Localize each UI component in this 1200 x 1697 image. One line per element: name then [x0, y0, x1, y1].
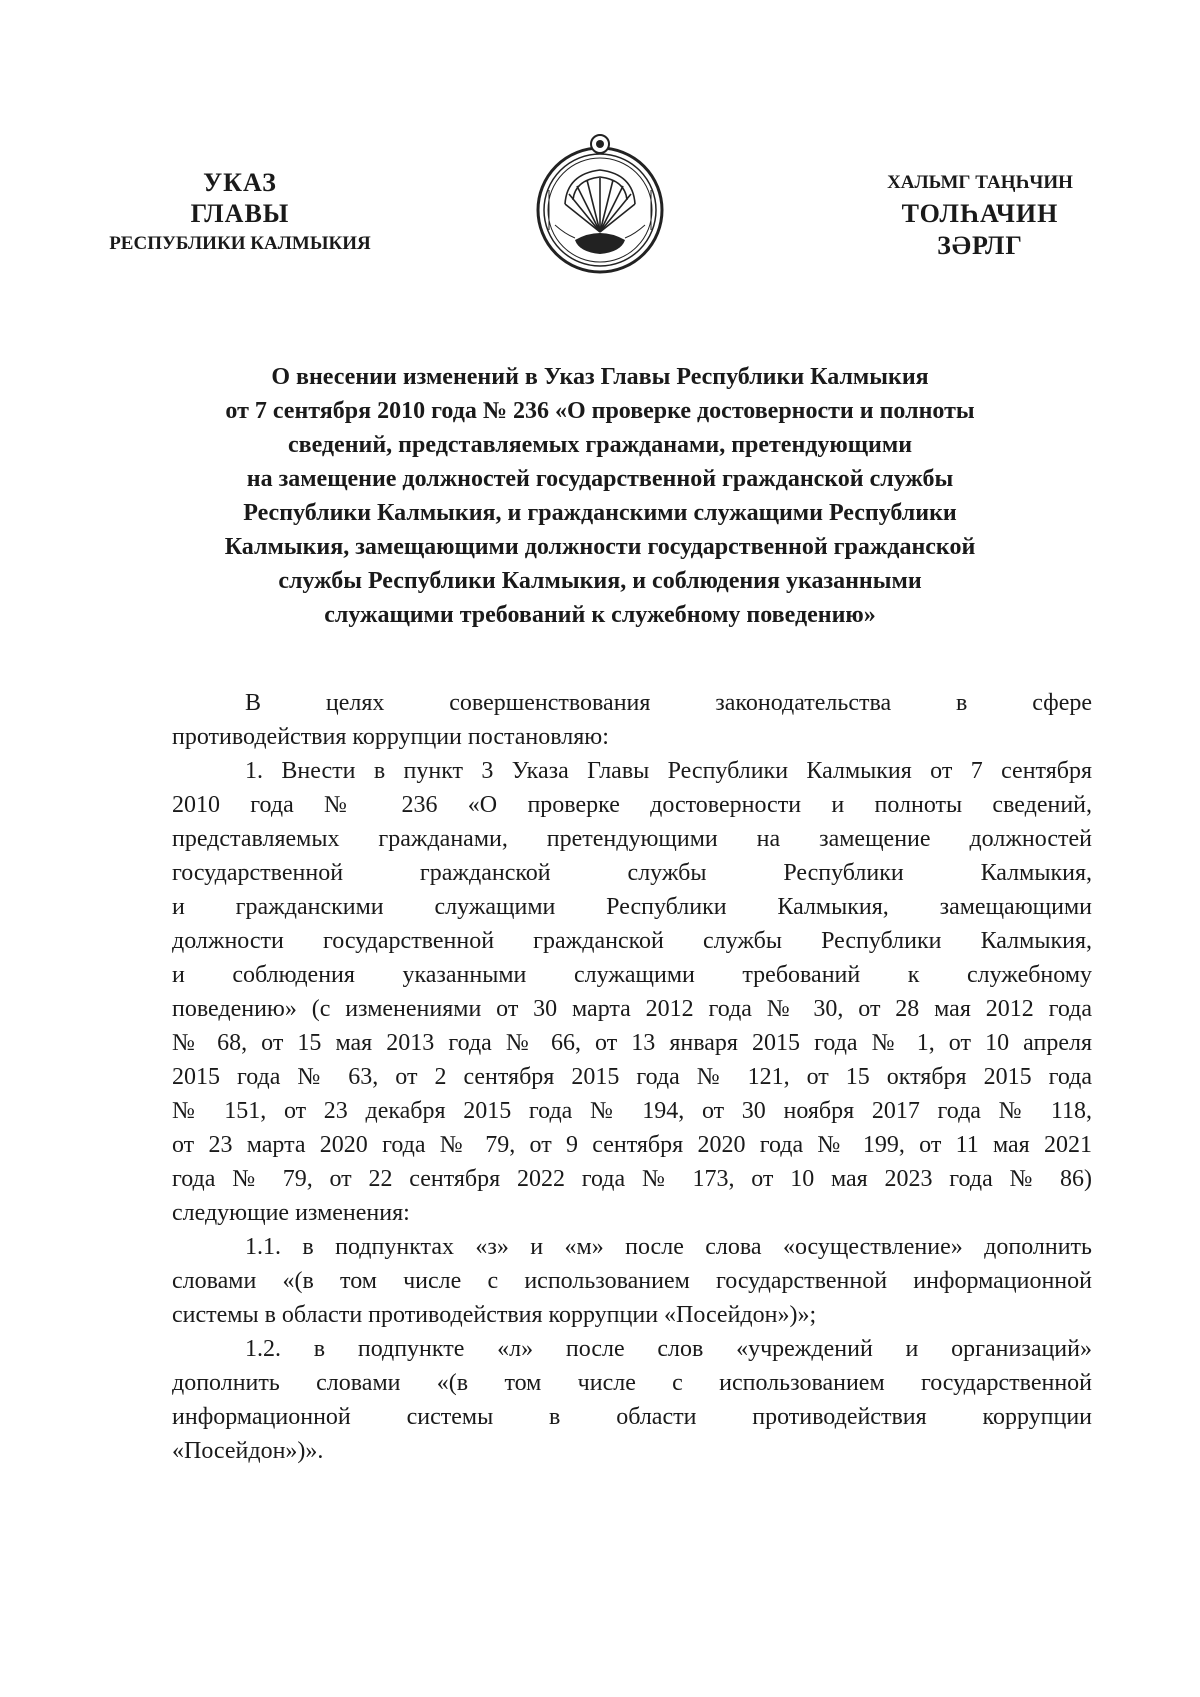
- title-line: службы Республики Калмыкия, и соблюдения указанными: [278, 568, 922, 594]
- decree-label-kalmyk: ЗӘРЛГ: [937, 231, 1023, 260]
- body-line: должности государственной гражданской службы Республики Калмыкия,: [172, 928, 1092, 954]
- body-line: 1. Внести в пункт 3 Указа Главы Республики Калмыкия от 7 сентября: [245, 758, 1092, 784]
- body-line: 2010 года № 236 «О проверке достоверности и полноты сведений,: [172, 792, 1092, 818]
- body-line: дополнить словами «(в том числе с использованием государственной: [172, 1370, 1092, 1396]
- body-line: словами «(в том числе с использованием государственной информационной: [172, 1268, 1092, 1294]
- republic-label: РЕСПУБЛИКИ КАЛМЫКИЯ: [109, 233, 371, 254]
- body-line: «Посейдон»)».: [172, 1438, 324, 1464]
- body-line: информационной системы в области противодействия коррупции: [172, 1404, 1092, 1430]
- head-label: ГЛАВЫ: [190, 199, 290, 228]
- title-line: от 7 сентября 2010 года № 236 «О проверке достоверности и полноты: [225, 398, 975, 424]
- title-line: сведений, представляемых гражданами, претендующими: [287, 432, 913, 458]
- header-left: [80, 168, 400, 258]
- body-line: 2015 года № 63, от 2 сентября 2015 года № 121, от 15 октября 2015 года: [172, 1064, 1092, 1090]
- decree-label: УКАЗ: [203, 168, 277, 197]
- body-line: противодействия коррупции постановляю:: [172, 724, 609, 750]
- body-line: системы в области противодействия коррупции «Посейдон»)»;: [172, 1302, 817, 1328]
- body-line: В целях совершенствования законодательства в сфере: [245, 690, 1092, 716]
- body-line: № 68, от 15 мая 2013 года № 66, от 13 января 2015 года № 1, от 10 апреля: [172, 1030, 1092, 1056]
- body-line: поведению» (с изменениями от 30 марта 2012 года № 30, от 28 мая 2012 года: [172, 996, 1092, 1022]
- body-line: года № 79, от 22 сентября 2022 года № 173, от 10 мая 2023 года № 86): [172, 1166, 1092, 1192]
- body-line: и гражданскими служащими Республики Калмыкия, замещающими: [172, 894, 1092, 920]
- body-line: 1.2. в подпункте «л» после слов «учреждений и организаций»: [245, 1336, 1092, 1362]
- title-line: служащими требований к служебному поведению»: [324, 602, 876, 628]
- body-line: следующие изменения:: [172, 1200, 410, 1226]
- body-line: 1.1. в подпунктах «з» и «м» после слова «осуществление» дополнить: [245, 1234, 1092, 1260]
- republic-of-kalmykia-emblem-icon: [525, 130, 675, 280]
- document-title: [140, 360, 1060, 632]
- body-line: государственной гражданской службы Республики Калмыкия,: [172, 860, 1092, 886]
- title-line: Республики Калмыкия, и гражданскими служащими Республики: [243, 500, 957, 526]
- document-body: [172, 686, 1092, 1468]
- title-line: О внесении изменений в Указ Главы Республики Калмыкия: [271, 364, 929, 390]
- header-right: [820, 168, 1140, 262]
- head-label-kalmyk: ТОЛҺАЧИН: [901, 199, 1059, 228]
- republic-label-kalmyk: ХАЛЬМГ ТАҢҺЧИН: [887, 172, 1073, 193]
- body-line: представляемых гражданами, претендующими на замещение должностей: [172, 826, 1092, 852]
- title-line: на замещение должностей государственной гражданской службы: [246, 466, 954, 492]
- title-line: Калмыкия, замещающими должности государственной гражданской: [224, 534, 976, 560]
- body-line: от 23 марта 2020 года № 79, от 9 сентября 2020 года № 199, от 11 мая 2021: [172, 1132, 1092, 1158]
- body-line: № 151, от 23 декабря 2015 года № 194, от 30 ноября 2017 года № 118,: [172, 1098, 1092, 1124]
- body-line: и соблюдения указанными служащими требований к служебному: [172, 962, 1092, 988]
